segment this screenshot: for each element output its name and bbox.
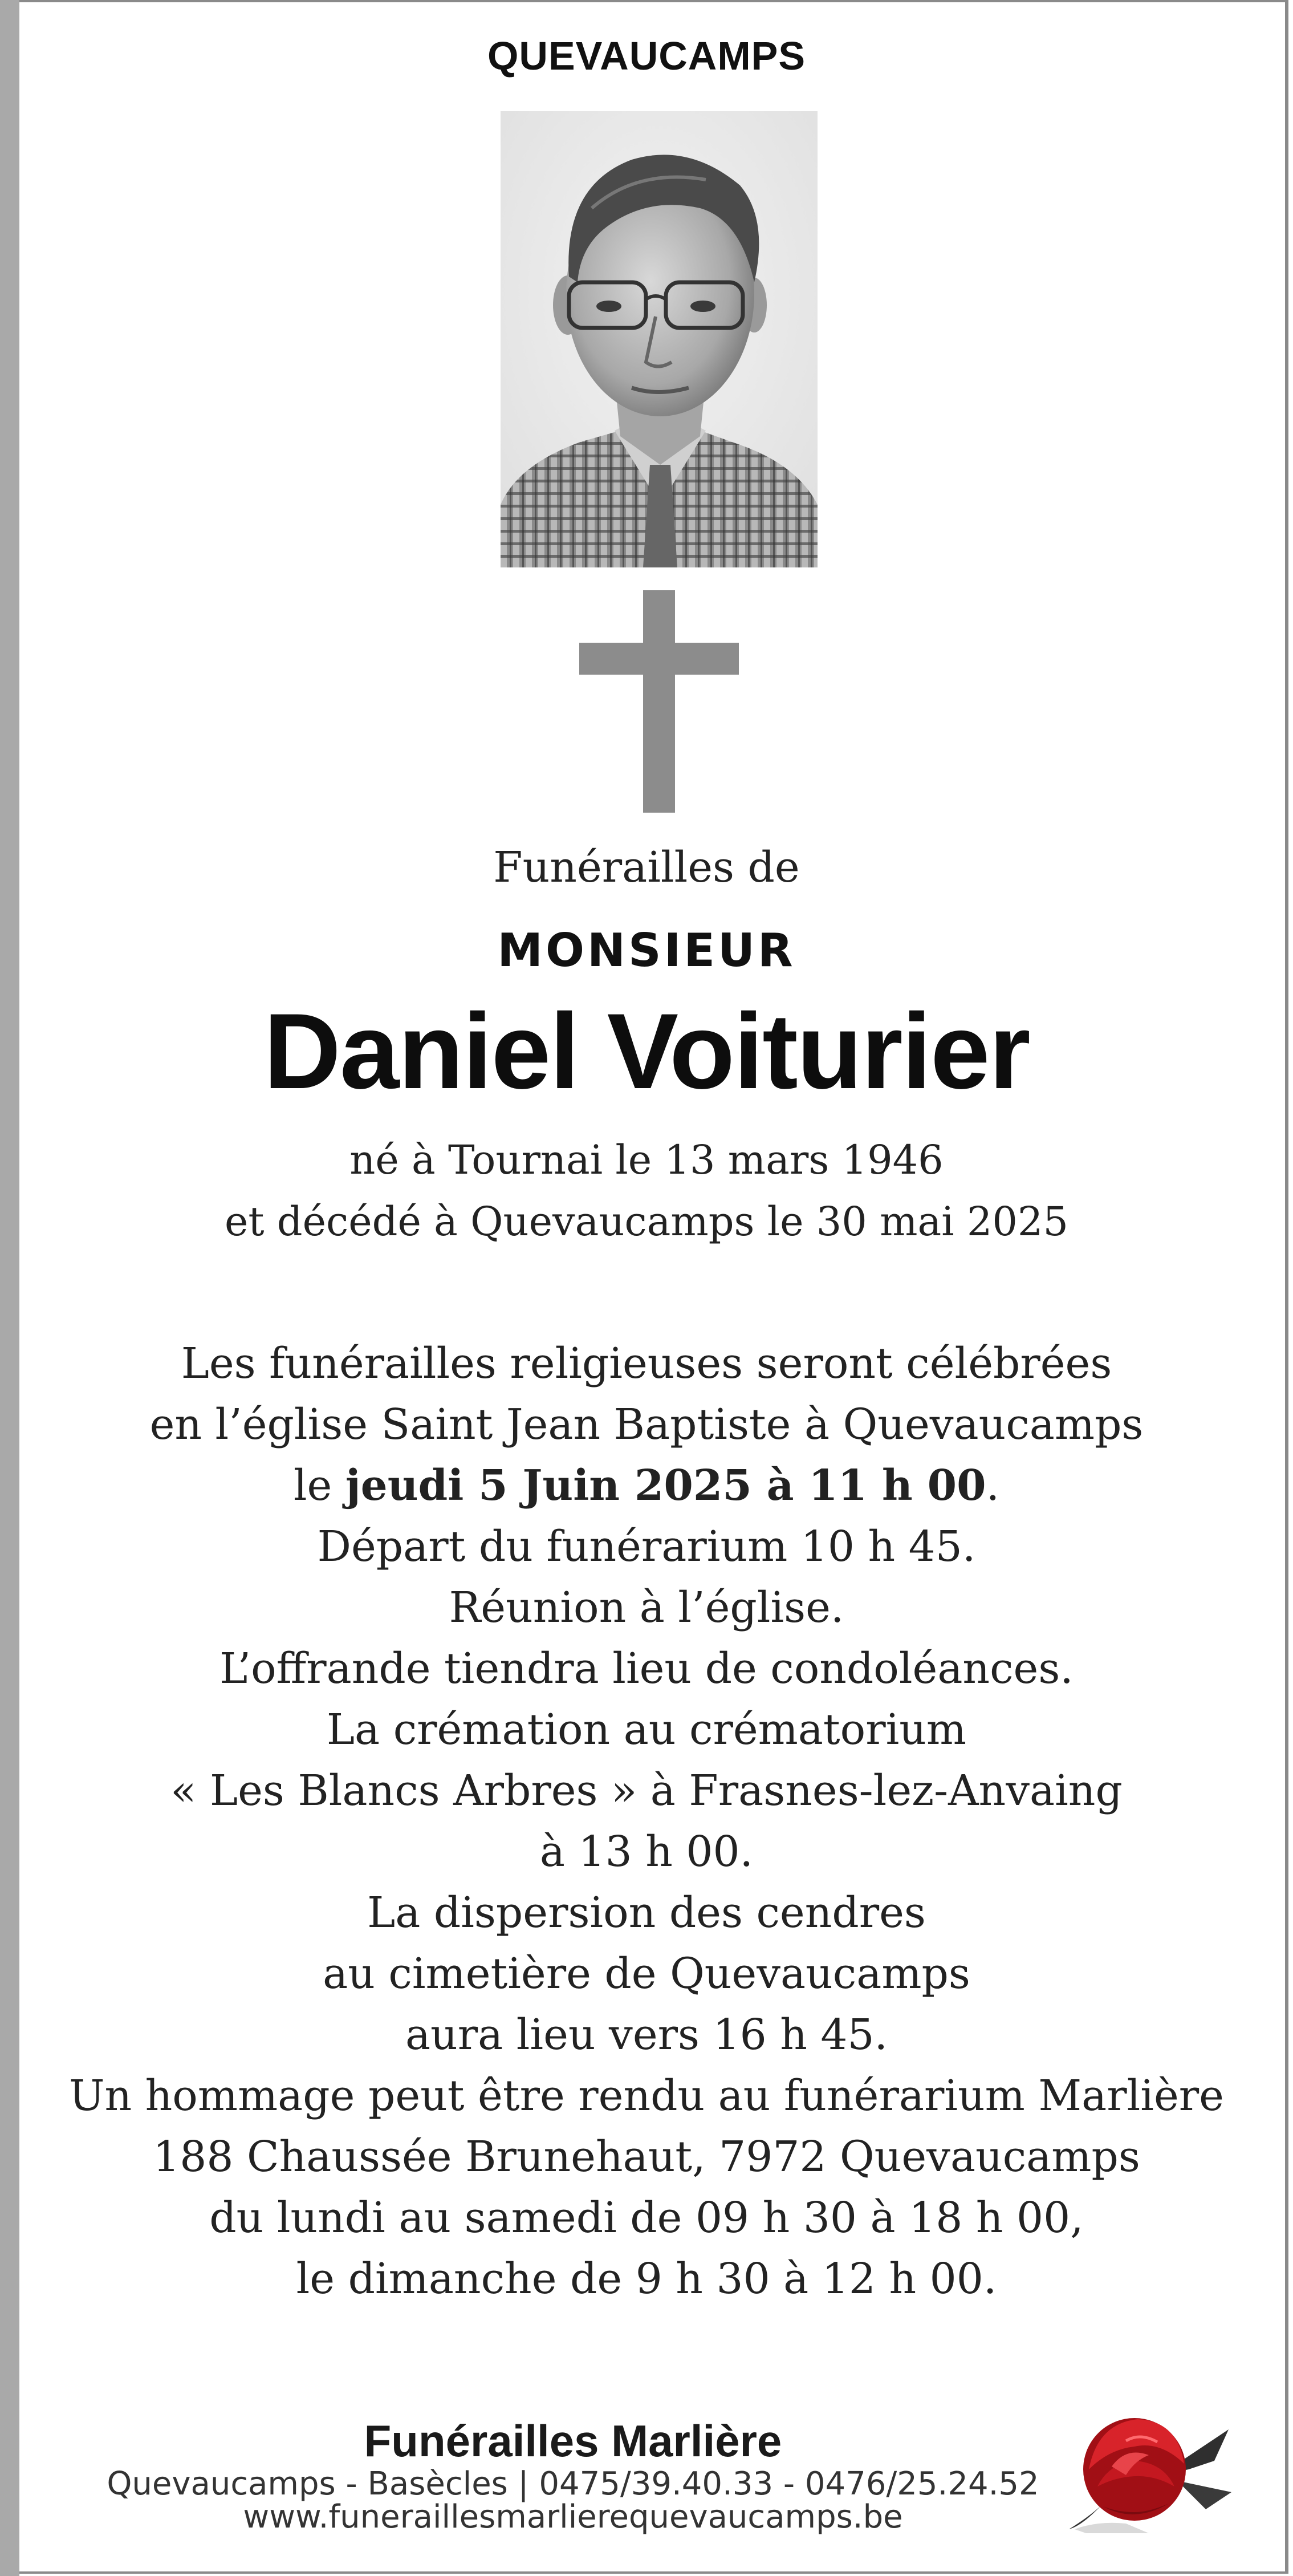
announcement-line: Départ du funérarium 10 h 45. xyxy=(317,1522,976,1571)
death-line: et décédé à Quevaucamps le 30 mai 2025 xyxy=(225,1198,1068,1245)
announcement-line: 188 Chaussée Brunehaut, 7972 Quevaucamps xyxy=(153,2132,1140,2181)
announcement-line: aura lieu vers 16 h 45. xyxy=(405,2010,888,2059)
announcement-line: La dispersion des cendres xyxy=(367,1888,926,1937)
announcement-line: à 13 h 00. xyxy=(539,1827,754,1876)
announcement-line: La crémation au crématorium xyxy=(326,1705,967,1754)
funeral-intro: Funérailles de xyxy=(493,843,800,892)
date-prefix: le xyxy=(293,1461,345,1510)
cross-icon xyxy=(579,590,739,813)
rose-icon xyxy=(1063,2407,1234,2535)
deceased-name: Daniel Voiturier xyxy=(263,991,1030,1111)
announcement-line: en l’église Saint Jean Baptiste à Quevaucamps xyxy=(149,1400,1144,1449)
announcement-line: « Les Blancs Arbres » à Frasnes-lez-Anvaing xyxy=(170,1766,1123,1815)
life-dates xyxy=(0,1129,1293,1252)
announcement-line: Les funérailles religieuses seront célébrées xyxy=(181,1339,1112,1388)
announcement-line: Réunion à l’église. xyxy=(449,1583,844,1632)
announcement-line: L’offrande tiendra lieu de condoléances. xyxy=(219,1644,1074,1693)
announcement-line: le dimanche de 9 h 30 à 12 h 00. xyxy=(296,2254,997,2303)
birth-line: né à Tournai le 13 mars 1946 xyxy=(349,1137,944,1183)
funeral-home-website[interactable]: www.funeraillesmarlierequevaucamps.be xyxy=(243,2498,903,2536)
funeral-home-name: Funérailles Marlière xyxy=(364,2416,782,2466)
announcement-date-line xyxy=(0,1455,1293,1516)
ceremony-date: jeudi 5 Juin 2025 à 11 h 00 xyxy=(345,1461,986,1510)
announcement-line: Un hommage peut être rendu au funérarium Marlière xyxy=(69,2071,1224,2120)
announcement-line: du lundi au samedi de 09 h 30 à 18 h 00, xyxy=(209,2193,1084,2242)
honorific: MONSIEUR xyxy=(497,924,796,977)
date-suffix: . xyxy=(986,1461,1000,1510)
funeral-home-footer xyxy=(86,2392,1237,2535)
funeral-announcement xyxy=(0,1333,1293,2310)
town-heading: QUEVAUCAMPS xyxy=(487,34,806,78)
portrait-photo xyxy=(501,111,818,567)
announcement-line: au cimetière de Quevaucamps xyxy=(323,1949,970,1998)
funeral-home-contact: Quevaucamps - Basècles | 0475/39.40.33 - 0476/25.24.52 xyxy=(107,2465,1039,2502)
